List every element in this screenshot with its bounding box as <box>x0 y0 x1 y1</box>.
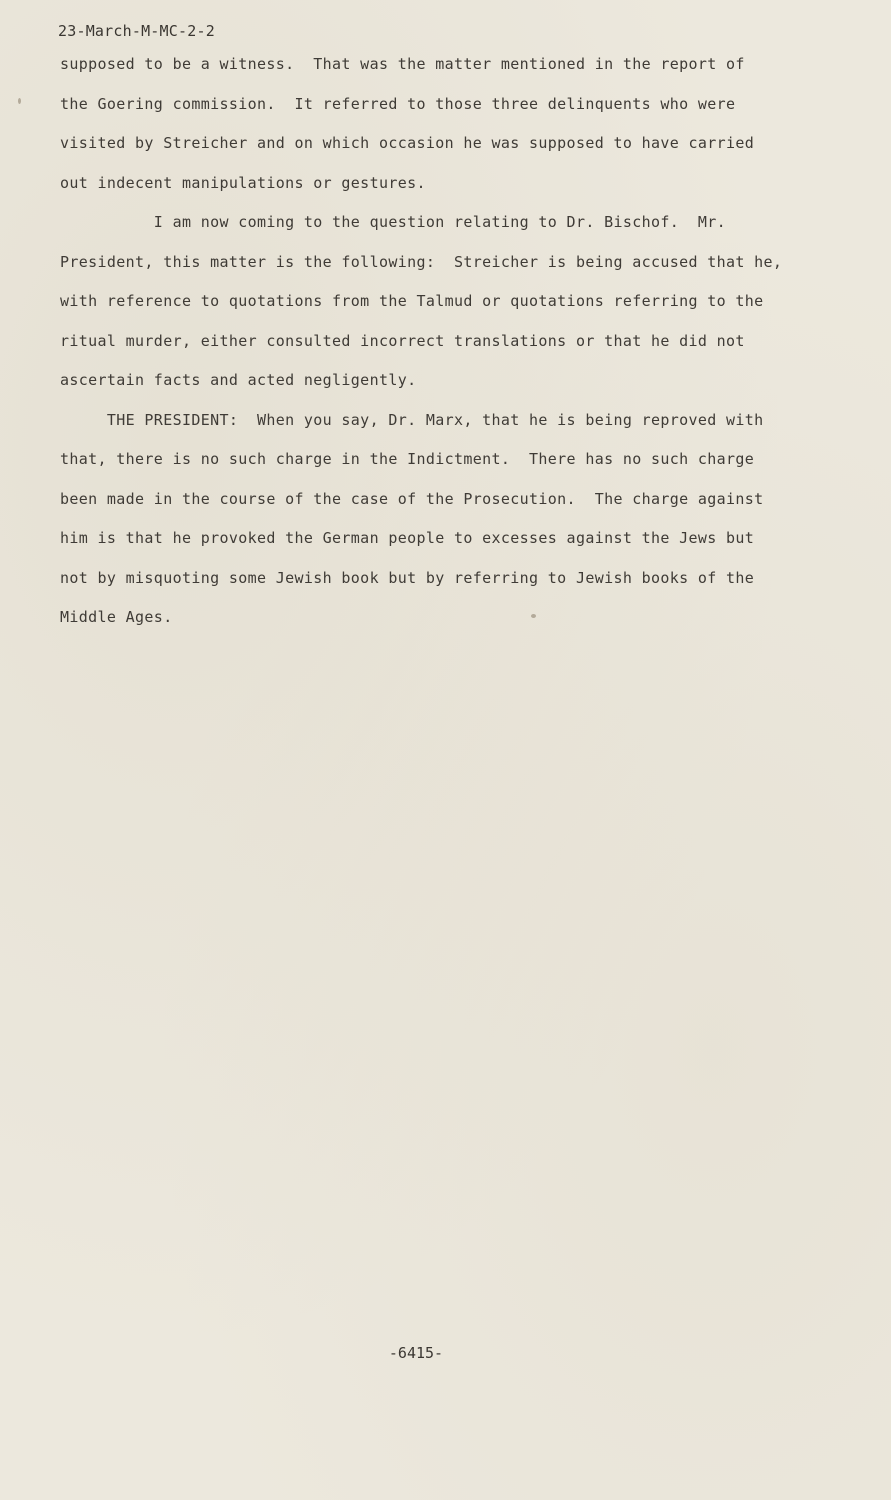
text-line: with reference to quotations from the Talmud or quotations referring to the <box>60 292 764 310</box>
text-line: ascertain facts and acted negligently. <box>60 371 417 389</box>
text-line: him is that he provoked the German people to excesses against the Jews but <box>60 529 755 547</box>
text-line: Middle Ages. <box>60 608 173 626</box>
document-body <box>60 52 820 645</box>
text-line: President, this matter is the following: Streicher is being accused that he, <box>60 252 783 271</box>
page-number: -6415- <box>388 1344 444 1362</box>
text-line: that, there is no such charge in the Indictment. There has no such charge <box>60 450 755 468</box>
text-line: supposed to be a witness. That was the matter mentioned in the report of <box>60 55 745 73</box>
text-line: been made in the course of the case of the Prosecution. The charge against <box>60 489 764 508</box>
document-header: 23-March-M-MC-2-2 <box>58 22 215 40</box>
text-line: out indecent manipulations or gestures. <box>60 173 426 192</box>
paper-speck <box>18 98 21 104</box>
text-line: I am now coming to the question relating to Dr. Bischof. Mr. <box>60 213 727 231</box>
text-line: ritual murder, either consulted incorrect translations or that he did not <box>60 331 745 350</box>
paper-speck <box>531 614 536 618</box>
text-line: THE PRESIDENT: When you say, Dr. Marx, that he is being reproved with <box>60 410 764 429</box>
text-line: not by misquoting some Jewish book but by referring to Jewish books of the <box>60 568 755 587</box>
text-line: the Goering commission. It referred to those three delinquents who were <box>60 94 736 113</box>
text-line: visited by Streicher and on which occasion he was supposed to have carried <box>60 134 755 152</box>
